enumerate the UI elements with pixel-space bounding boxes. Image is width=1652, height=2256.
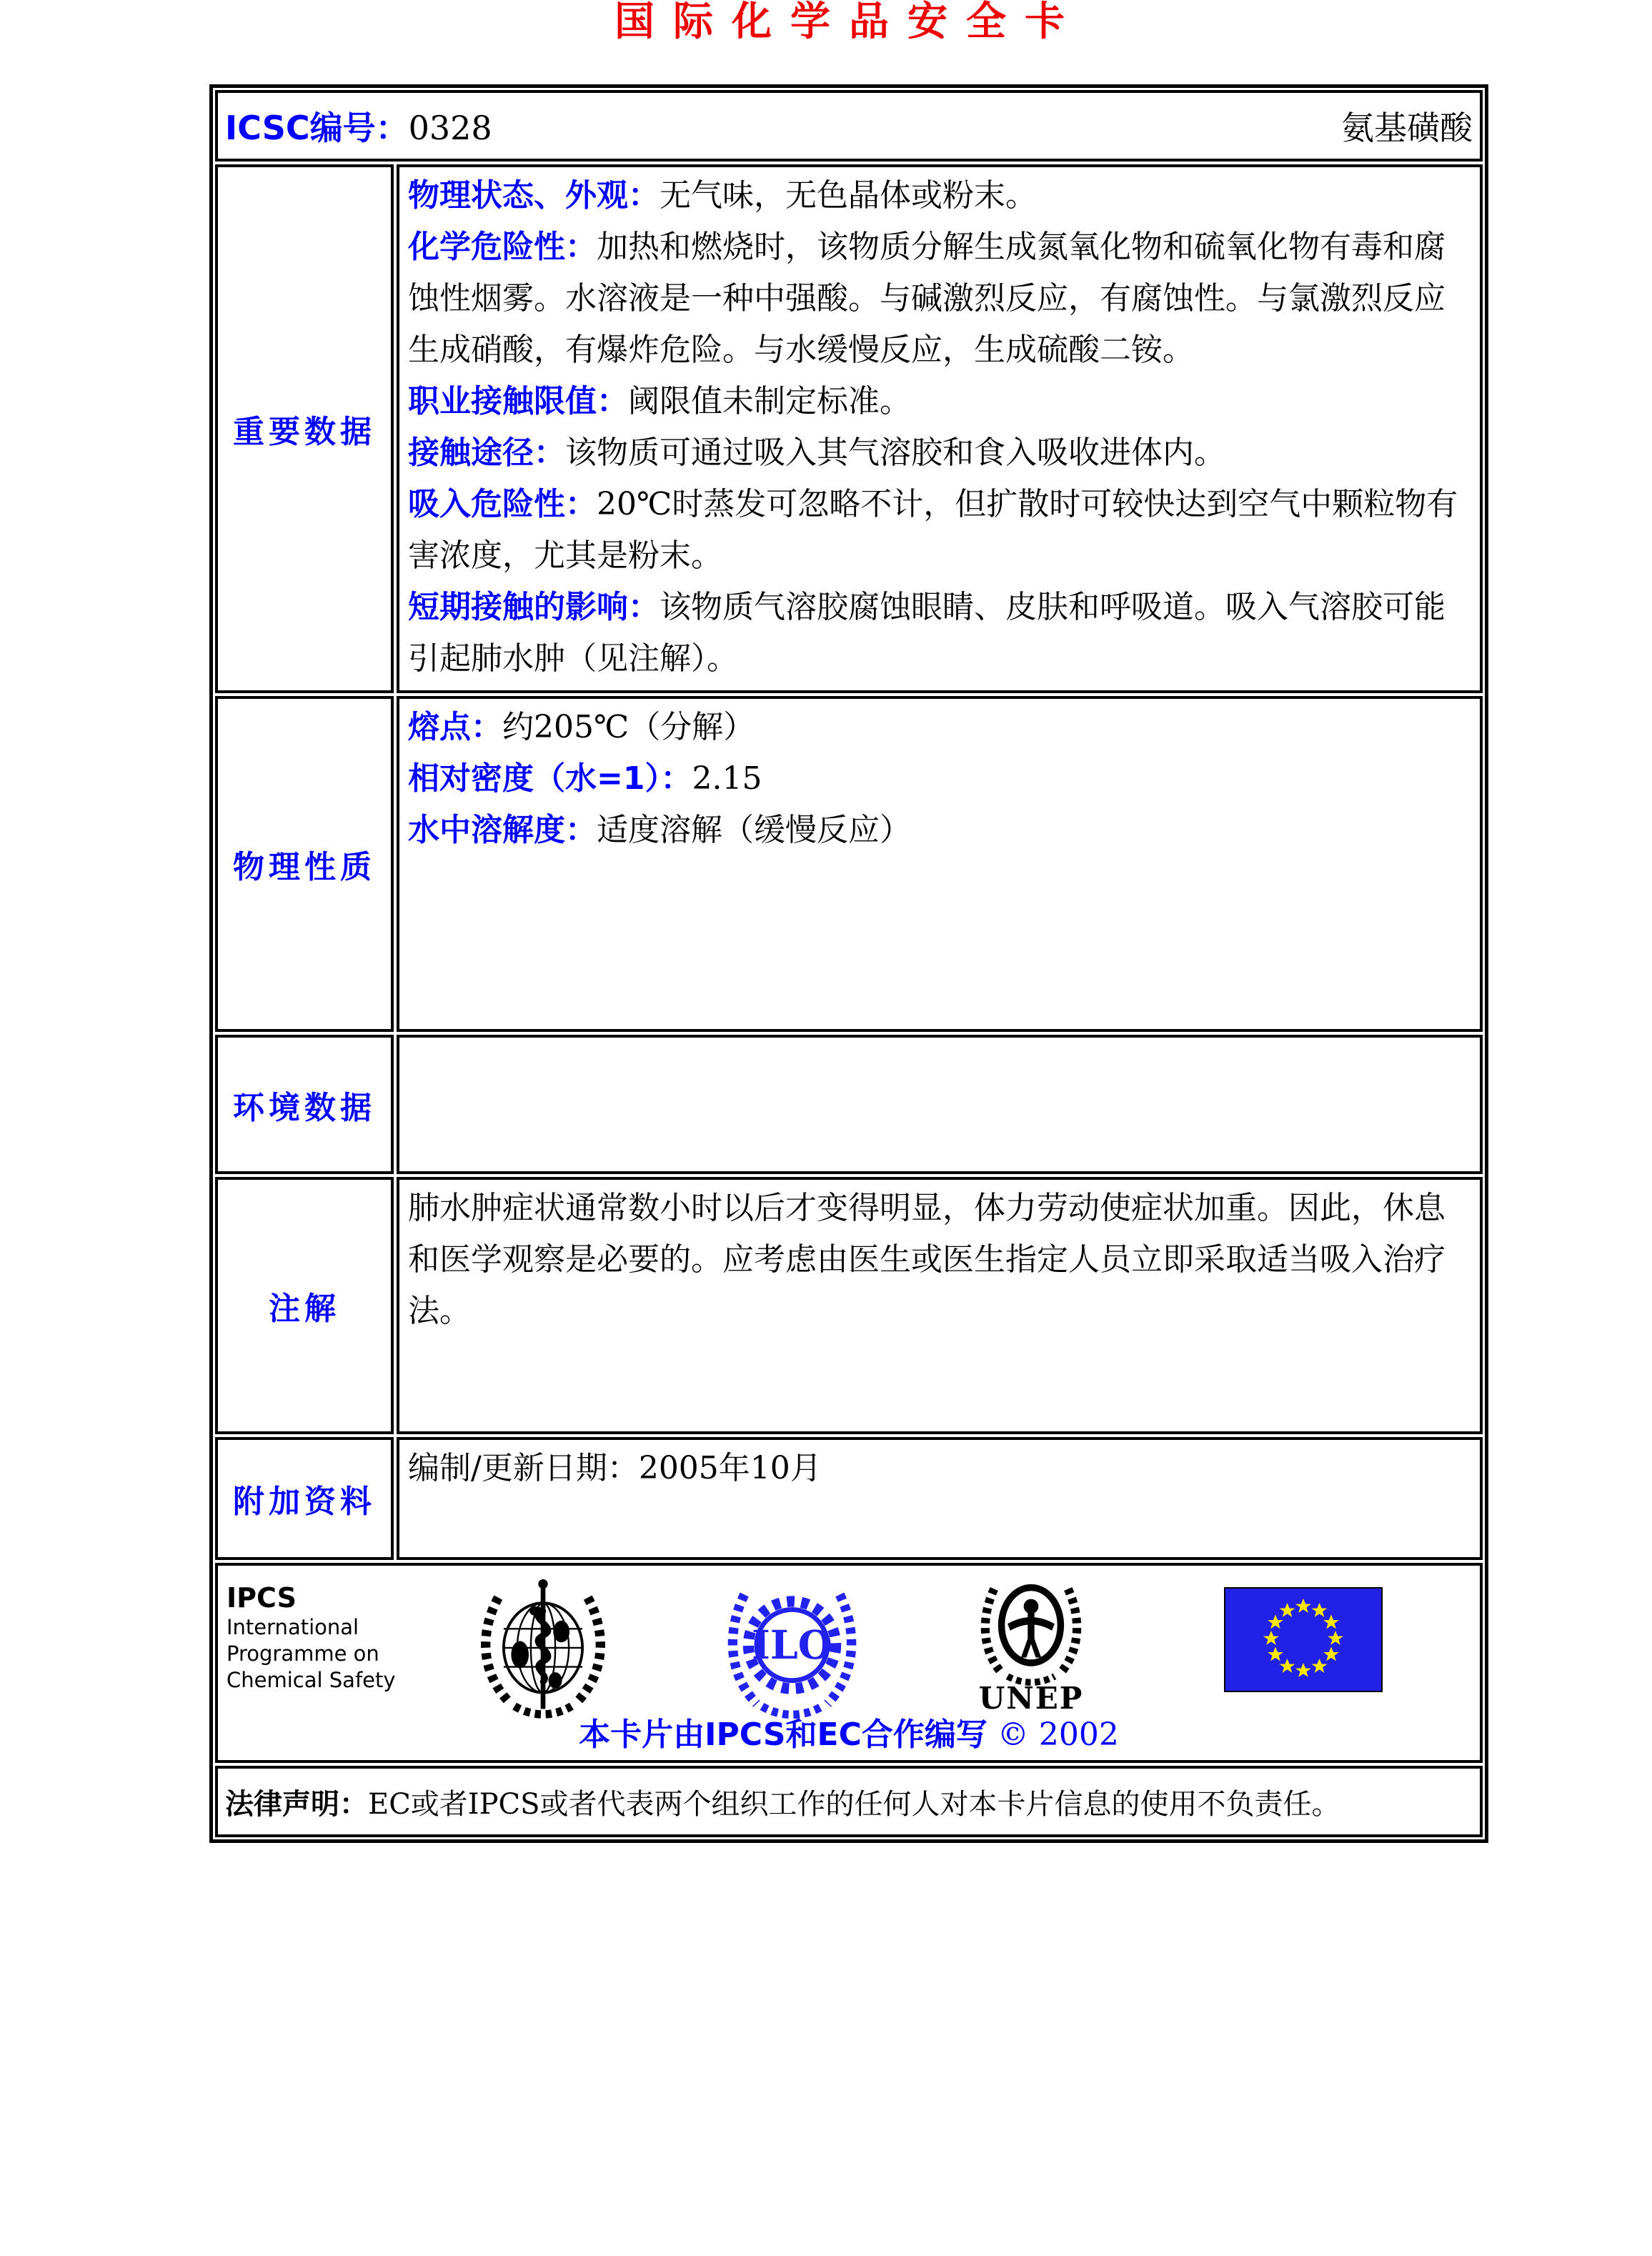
who-logo-icon	[475, 1571, 611, 1724]
section-row-physical-properties	[215, 696, 1483, 1032]
icsc-number-label: ICSC编号：	[225, 109, 409, 147]
icsc-number-value: 0328	[408, 109, 492, 147]
page-title: 国际化学品安全卡	[614, 0, 1083, 45]
section-label-important-data: 重要数据	[215, 164, 394, 693]
data-line: 短期接触的影响：该物质气溶胶腐蚀眼睛、皮肤和呼吸道。吸入气溶胶可能引起肺水肿（见注解）。	[408, 589, 1446, 677]
header-row	[215, 90, 1483, 162]
ilo-letters: ILO	[751, 1622, 833, 1669]
section-content-physical-properties	[397, 696, 1483, 1032]
footer-caption	[218, 1709, 1480, 1754]
ipcs-line1: International	[227, 1615, 359, 1639]
footer-logos-cell	[215, 1563, 1483, 1763]
section-label-environmental-data: 环境数据	[215, 1035, 394, 1174]
section-row-important-data	[215, 164, 1483, 693]
section-row-environmental-data	[215, 1035, 1483, 1174]
unep-logo-icon	[974, 1571, 1088, 1714]
ipcs-acronym: IPCS	[227, 1582, 297, 1614]
data-line: 职业接触限值：阈限值未制定标准。	[408, 383, 911, 419]
section-label-notes: 注解	[215, 1177, 394, 1434]
caption-text: 本卡片由IPCS和EC合作编写	[579, 1716, 987, 1753]
copyright-text: © 2002	[997, 1716, 1119, 1753]
section-label-additional-info: 附加资料	[215, 1437, 394, 1560]
legal-notice-text: EC或者IPCS或者代表两个组织工作的任何人对本卡片信息的使用不负责任。	[368, 1787, 1340, 1821]
section-content-environmental-data	[397, 1035, 1483, 1174]
ipcs-text-block	[227, 1581, 396, 1694]
legal-notice-label: 法律声明：	[225, 1787, 368, 1821]
ipcs-line3: Chemical Safety	[227, 1668, 396, 1692]
eu-flag-icon	[1224, 1587, 1383, 1695]
data-line: 化学危险性：加热和燃烧时，该物质分解生成氮氧化物和硫氧化物有毒和腐蚀性烟雾。水溶液是一种中强酸。与碱激烈反应，有腐蚀性。与氯激烈反应生成硝酸，有爆炸危险。与水缓慢反应，生成硫酸二铵。	[408, 229, 1446, 368]
section-content-important-data	[397, 164, 1483, 693]
data-line: 肺水肿症状通常数小时以后才变得明显，体力劳动使症状加重。因此，休息和医学观察是必要的。应考虑由医生或医生指定人员立即采取适当吸入治疗法。	[408, 1190, 1446, 1329]
data-line: 编制/更新日期：2005年10月	[408, 1450, 822, 1486]
data-line: 相对密度（水=1）：2.15	[408, 760, 762, 797]
legal-notice-cell	[215, 1766, 1483, 1837]
section-row-additional-info	[215, 1437, 1483, 1560]
legal-notice-row	[215, 1766, 1483, 1837]
data-line: 吸入危险性：20℃时蒸发可忽略不计，但扩散时可较快达到空气中颗粒物有害浓度，尤其是粉末。	[408, 486, 1458, 574]
section-content-notes	[397, 1177, 1483, 1434]
footer-logos-row	[215, 1563, 1483, 1763]
section-row-notes	[215, 1177, 1483, 1434]
section-label-physical-properties: 物理性质	[215, 696, 394, 1032]
data-line: 水中溶解度：适度溶解（缓慢反应）	[408, 812, 911, 848]
chemical-name: 氨基磺酸	[1341, 109, 1473, 147]
data-line: 接触途径：该物质可通过吸入其气溶胶和食入吸收进体内。	[408, 434, 1225, 471]
unep-wordmark: UNEP	[978, 1681, 1084, 1716]
header-cell	[215, 90, 1483, 162]
ipcs-line2: Programme on	[227, 1641, 379, 1666]
icsc-number-group	[225, 102, 492, 149]
data-line: 熔点：约205℃（分解）	[408, 709, 755, 745]
data-line: 物理状态、外观：无气味，无色晶体或粉末。	[408, 177, 1037, 214]
ilo-logo-icon	[722, 1571, 862, 1724]
section-content-additional-info	[397, 1437, 1483, 1560]
icsc-card-table	[209, 84, 1488, 1843]
